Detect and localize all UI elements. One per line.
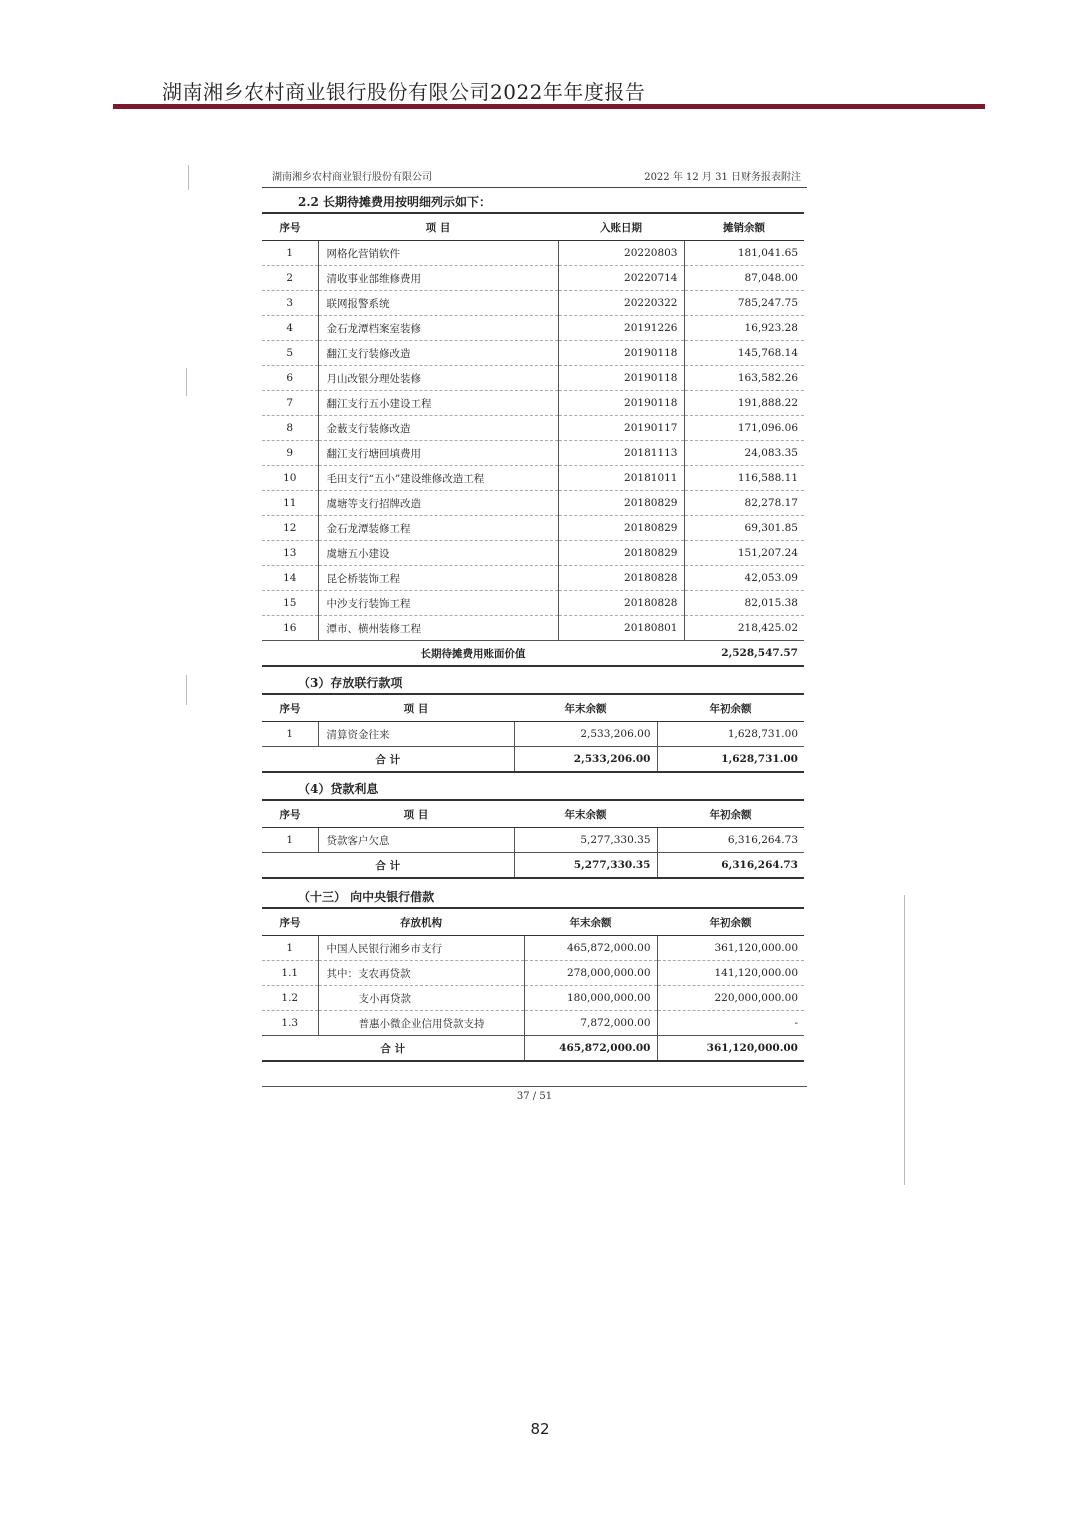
table-row xyxy=(262,491,804,516)
cell-no: 1.2 xyxy=(262,986,318,1011)
cell-end: 180,000,000.00 xyxy=(524,986,657,1011)
table-row xyxy=(262,341,804,366)
total-label: 合 计 xyxy=(262,1036,524,1062)
col-header-date: 入账日期 xyxy=(558,213,684,241)
scan-footer-rule xyxy=(262,1086,807,1087)
col-header-no: 序号 xyxy=(262,213,318,241)
col-header-begin: 年初余额 xyxy=(657,800,804,828)
table-row xyxy=(262,591,804,616)
table-row xyxy=(262,416,804,441)
cell-no: 1 xyxy=(262,722,318,747)
col-header-item: 项 目 xyxy=(318,694,514,722)
cell-date: 20220803 xyxy=(558,241,684,266)
deferred-expense-table xyxy=(262,212,804,667)
loan-interest-table xyxy=(262,799,804,879)
col-header-end: 年末余额 xyxy=(514,800,657,828)
table-row xyxy=(262,961,804,986)
cell-date: 20181113 xyxy=(558,441,684,466)
cell-amount: 785,247.75 xyxy=(684,291,804,316)
cell-no: 1 xyxy=(262,241,318,266)
cell-no: 13 xyxy=(262,541,318,566)
cell-item: 毛田支行“五小”建设维修改造工程 xyxy=(318,466,558,491)
scan-period: 2022 年 12 月 31 日财务报表附注 xyxy=(644,172,801,183)
loan-interest-section-title: （4）贷款利息 xyxy=(298,782,379,796)
col-header-begin: 年初余额 xyxy=(657,908,804,936)
cell-no: 7 xyxy=(262,391,318,416)
cell-date: 20220714 xyxy=(558,266,684,291)
cell-date: 20180828 xyxy=(558,591,684,616)
cell-end: 2,533,206.00 xyxy=(514,722,657,747)
cell-no: 9 xyxy=(262,441,318,466)
cell-amount: 151,207.24 xyxy=(684,541,804,566)
cell-no: 1.1 xyxy=(262,961,318,986)
cell-item: 支小再贷款 xyxy=(318,986,524,1011)
cell-no: 1 xyxy=(262,828,318,853)
total-label: 合 计 xyxy=(262,747,514,773)
cell-date: 20181011 xyxy=(558,466,684,491)
header-rule xyxy=(113,104,985,109)
cell-amount: 116,588.11 xyxy=(684,466,804,491)
cell-no: 8 xyxy=(262,416,318,441)
table-row xyxy=(262,1011,804,1036)
cell-amount: 163,582.26 xyxy=(684,366,804,391)
scan-edge-mark xyxy=(186,368,187,396)
interbank-section-title: （3）存放联行款项 xyxy=(298,676,403,690)
scan-header-rule xyxy=(262,187,807,188)
col-header-item: 项 目 xyxy=(318,800,514,828)
cell-date: 20180829 xyxy=(558,541,684,566)
table-row xyxy=(262,566,804,591)
col-header-amount: 摊销余额 xyxy=(684,213,804,241)
cell-amount: 87,048.00 xyxy=(684,266,804,291)
col-header-end: 年末余额 xyxy=(514,694,657,722)
cell-item: 其中：支农再贷款 xyxy=(318,961,524,986)
cell-begin: 141,120,000.00 xyxy=(657,961,804,986)
table-row xyxy=(262,936,804,961)
central-bank-table xyxy=(262,907,804,1062)
col-header-no: 序号 xyxy=(262,694,318,722)
table-row xyxy=(262,828,804,853)
page-number: 82 xyxy=(530,1420,550,1438)
table-row xyxy=(262,316,804,341)
cell-item: 翻江支行塘回填费用 xyxy=(318,441,558,466)
cell-amount: 16,923.28 xyxy=(684,316,804,341)
cell-end: 278,000,000.00 xyxy=(524,961,657,986)
table-total-row xyxy=(262,1036,804,1062)
deferred-section-title: 2.2 长期待摊费用按明细列示如下： xyxy=(298,195,492,209)
cell-item: 网格化营销软件 xyxy=(318,241,558,266)
total-label: 合 计 xyxy=(262,853,514,879)
cell-item: 金薮支行装修改造 xyxy=(318,416,558,441)
table-row xyxy=(262,241,804,266)
cell-no: 3 xyxy=(262,291,318,316)
cell-amount: 82,015.38 xyxy=(684,591,804,616)
central-bank-section-title: （十三） 向中央银行借款 xyxy=(298,890,435,904)
total-amount: 2,528,547.57 xyxy=(684,641,804,667)
col-header-institution: 存放机构 xyxy=(318,908,524,936)
cell-no: 16 xyxy=(262,616,318,641)
cell-amount: 145,768.14 xyxy=(684,341,804,366)
table-header-row xyxy=(262,694,804,722)
cell-date: 20190118 xyxy=(558,341,684,366)
scan-edge-mark xyxy=(188,165,189,190)
total-begin: 361,120,000.00 xyxy=(657,1036,804,1062)
cell-no: 1.3 xyxy=(262,1011,318,1036)
cell-amount: 171,096.06 xyxy=(684,416,804,441)
col-header-no: 序号 xyxy=(262,800,318,828)
cell-end: 465,872,000.00 xyxy=(524,936,657,961)
col-header-no: 序号 xyxy=(262,908,318,936)
col-header-end: 年末余额 xyxy=(524,908,657,936)
table-row xyxy=(262,441,804,466)
cell-begin: 220,000,000.00 xyxy=(657,986,804,1011)
table-row xyxy=(262,616,804,641)
cell-no: 6 xyxy=(262,366,318,391)
cell-item: 联网报警系统 xyxy=(318,291,558,316)
cell-item: 翻江支行五小建设工程 xyxy=(318,391,558,416)
table-row xyxy=(262,722,804,747)
table-header-row xyxy=(262,908,804,936)
cell-no: 15 xyxy=(262,591,318,616)
cell-date: 20190117 xyxy=(558,416,684,441)
cell-no: 10 xyxy=(262,466,318,491)
cell-begin: - xyxy=(657,1011,804,1036)
cell-amount: 181,041.65 xyxy=(684,241,804,266)
table-total-row xyxy=(262,747,804,773)
cell-no: 2 xyxy=(262,266,318,291)
col-header-item: 项 目 xyxy=(318,213,558,241)
total-begin: 1,628,731.00 xyxy=(657,747,804,773)
cell-item: 普惠小微企业信用贷款支持 xyxy=(318,1011,524,1036)
total-end: 5,277,330.35 xyxy=(514,853,657,879)
scan-footer-page: 37 / 51 xyxy=(516,1091,553,1102)
cell-end: 5,277,330.35 xyxy=(514,828,657,853)
table-row xyxy=(262,291,804,316)
cell-no: 12 xyxy=(262,516,318,541)
cell-date: 20191226 xyxy=(558,316,684,341)
cell-amount: 24,083.35 xyxy=(684,441,804,466)
table-total-row xyxy=(262,853,804,879)
cell-item: 虞塘等支行招牌改造 xyxy=(318,491,558,516)
cell-item: 虞塘五小建设 xyxy=(318,541,558,566)
table-row xyxy=(262,366,804,391)
cell-amount: 82,278.17 xyxy=(684,491,804,516)
table-header-row xyxy=(262,800,804,828)
table-row xyxy=(262,266,804,291)
table-row xyxy=(262,986,804,1011)
cell-item: 潭市、横州装修工程 xyxy=(318,616,558,641)
cell-date: 20180829 xyxy=(558,491,684,516)
scan-company: 湖南湘乡农村商业银行股份有限公司 xyxy=(272,172,432,183)
cell-no: 14 xyxy=(262,566,318,591)
cell-no: 11 xyxy=(262,491,318,516)
total-label: 长期待摊费用账面价值 xyxy=(262,641,684,667)
cell-no: 1 xyxy=(262,936,318,961)
scan-edge-mark xyxy=(186,675,187,705)
total-end: 2,533,206.00 xyxy=(514,747,657,773)
cell-no: 5 xyxy=(262,341,318,366)
cell-amount: 42,053.09 xyxy=(684,566,804,591)
cell-item: 贷款客户欠息 xyxy=(318,828,514,853)
table-row xyxy=(262,541,804,566)
cell-item: 翻江支行装修改造 xyxy=(318,341,558,366)
table-row xyxy=(262,516,804,541)
cell-date: 20180829 xyxy=(558,516,684,541)
total-end: 465,872,000.00 xyxy=(524,1036,657,1062)
report-header: 湖南湘乡农村商业银行股份有限公司2022年年度报告 xyxy=(162,80,646,104)
cell-end: 7,872,000.00 xyxy=(524,1011,657,1036)
cell-date: 20190118 xyxy=(558,366,684,391)
cell-item: 金石龙潭档案室装修 xyxy=(318,316,558,341)
table-total-row xyxy=(262,641,804,667)
cell-item: 中国人民银行湘乡市支行 xyxy=(318,936,524,961)
cell-amount: 191,888.22 xyxy=(684,391,804,416)
table-header-row xyxy=(262,213,804,241)
cell-item: 月山改银分理处装修 xyxy=(318,366,558,391)
cell-item: 中沙支行装饰工程 xyxy=(318,591,558,616)
cell-begin: 361,120,000.00 xyxy=(657,936,804,961)
cell-amount: 69,301.85 xyxy=(684,516,804,541)
cell-begin: 1,628,731.00 xyxy=(657,722,804,747)
cell-item: 金石龙潭装修工程 xyxy=(318,516,558,541)
scan-header xyxy=(262,168,807,183)
cell-item: 清收事业部维修费用 xyxy=(318,266,558,291)
cell-no: 4 xyxy=(262,316,318,341)
table-row xyxy=(262,391,804,416)
total-begin: 6,316,264.73 xyxy=(657,853,804,879)
interbank-table xyxy=(262,693,804,773)
cell-date: 20180828 xyxy=(558,566,684,591)
scanned-page xyxy=(262,168,807,1102)
table-row xyxy=(262,466,804,491)
cell-begin: 6,316,264.73 xyxy=(657,828,804,853)
cell-date: 20180801 xyxy=(558,616,684,641)
cell-item: 清算资金往来 xyxy=(318,722,514,747)
scan-edge-mark xyxy=(904,895,905,1185)
cell-amount: 218,425.02 xyxy=(684,616,804,641)
col-header-begin: 年初余额 xyxy=(657,694,804,722)
cell-date: 20220322 xyxy=(558,291,684,316)
cell-date: 20190118 xyxy=(558,391,684,416)
cell-item: 昆仑桥装饰工程 xyxy=(318,566,558,591)
